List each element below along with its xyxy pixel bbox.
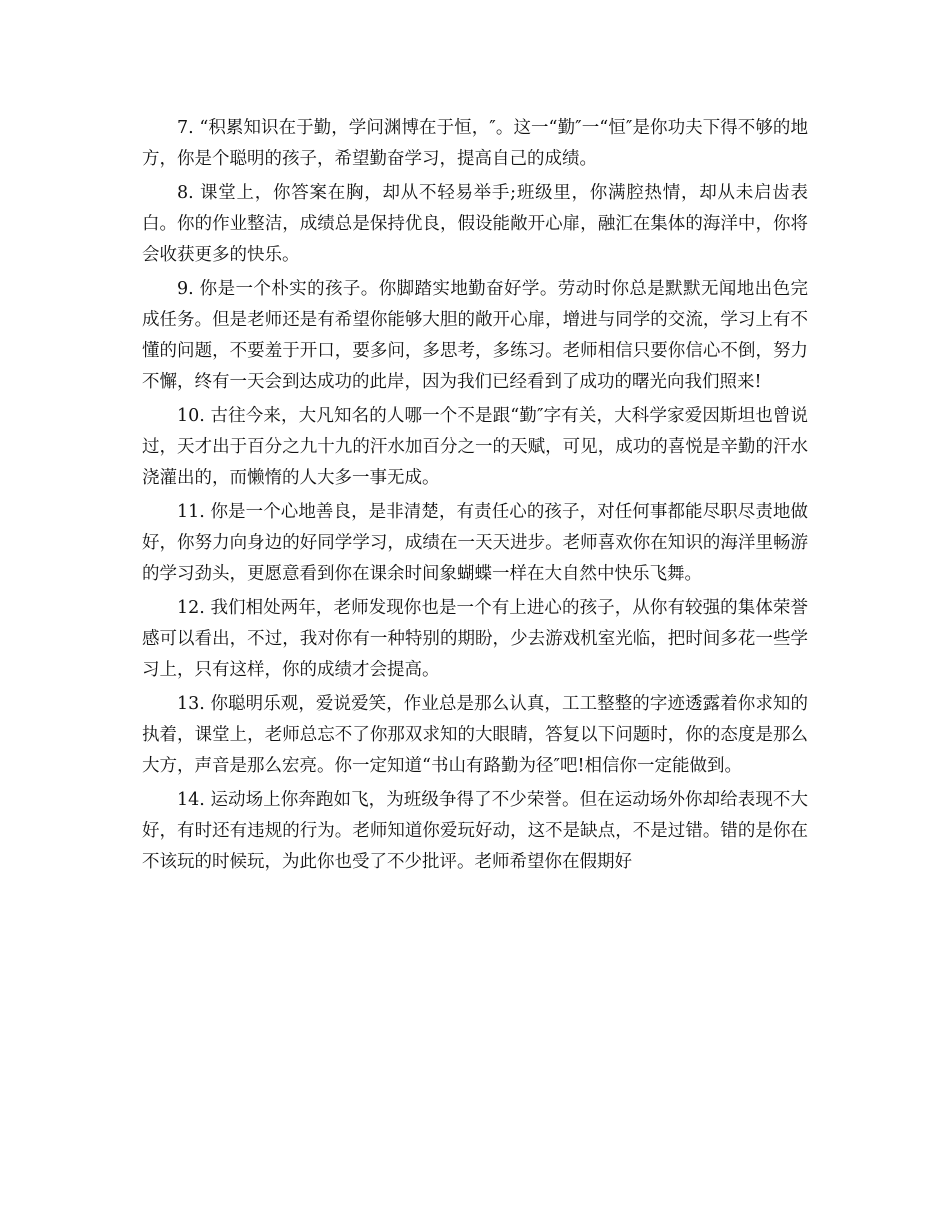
paragraph-12: 12. 我们相处两年，老师发现你也是一个有上进心的孩子，从你有较强的集体荣誉感可以看出，不过，我对你有一种特别的期盼，少去游戏机室光临，把时间多花一些学习上，只有这样，你的成绩才会提高。 [142,598,808,680]
paragraph-8: 8. 课堂上，你答案在胸，却从不轻易举手;班级里，你满腔热情，却从未启齿表白。你的作业整洁，成绩总是保持优良，假设能敞开心扉，融汇在集体的海洋中，你将会收获更多的快乐。 [142,183,808,265]
paragraph-10: 10. 古往今来，大凡知名的人哪一个不是跟“勤″字有关，大科学家爱因斯坦也曾说过，天才出于百分之九十九的汗水加百分之一的天赋，可见，成功的喜悦是辛勤的汗水浇灌出的，而懒惰的人大多一事无成。 [142,406,808,488]
paragraph-9: 9. 你是一个朴实的孩子。你脚踏实地勤奋好学。劳动时你总是默默无闻地出色完成任务。但是老师还是有希望你能够大胆的敞开心扉，增进与同学的交流，学习上有不懂的问题，不要羞于开口，要多问，多思考，多练习。老师相信只要你信心不倒，努力不懈，终有一天会到达成功的此岸，因为我们已经看到了成功的曙光向我们照来! [142,279,808,392]
document-body [142,113,808,881]
paragraph-14: 14. 运动场上你奔跑如飞，为班级争得了不少荣誉。但在运动场外你却给表现不大好，有时还有违规的行为。老师知道你爱玩好动，这不是缺点，不是过错。错的是你在不该玩的时候玩，为此你也受了不少批评。老师希望你在假期好 [142,790,808,872]
paragraph-13: 13. 你聪明乐观，爱说爱笑，作业总是那么认真，工工整整的字迹透露着你求知的执着，课堂上，老师总忘不了你那双求知的大眼睛，答复以下问题时，你的态度是那么大方，声音是那么宏亮。你一定知道“书山有路勤为径″吧!相信你一定能做到。 [142,694,808,776]
paragraph-7: 7. “积累知识在于勤，学问渊博在于恒，″。这一“勤″一“恒″是你功夫下得不够的地方，你是个聪明的孩子，希望勤奋学习，提高自己的成绩。 [142,118,808,169]
paragraph-11: 11. 你是一个心地善良，是非清楚，有责任心的孩子，对任何事都能尽职尽责地做好，你努力向身边的好同学学习，成绩在一天天进步。老师喜欢你在知识的海洋里畅游的学习劲头，更愿意看到你在课余时间象蝴蝶一样在大自然中快乐飞舞。 [142,502,808,584]
